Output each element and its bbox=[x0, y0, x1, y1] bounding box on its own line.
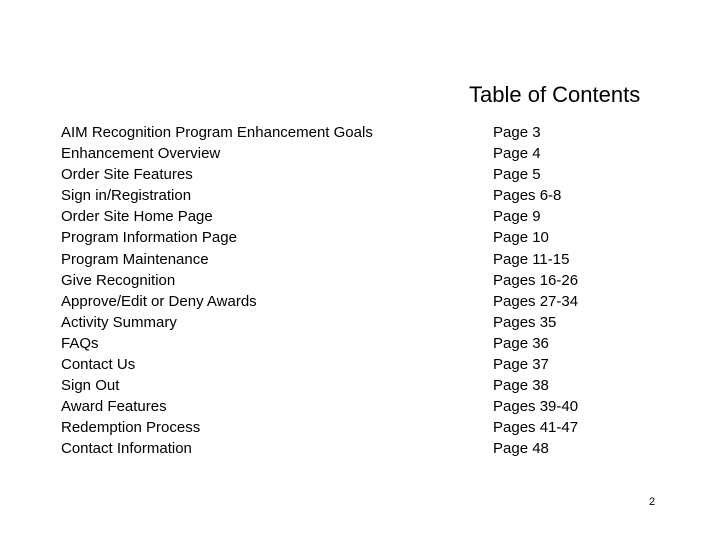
toc-pages: Pages 16-26 bbox=[493, 271, 579, 289]
toc-pages: Page 37 bbox=[493, 356, 549, 374]
toc-section: Contact Us bbox=[61, 356, 136, 374]
toc-pages: Page 9 bbox=[493, 208, 541, 226]
toc-section: Contact Information bbox=[61, 440, 192, 458]
toc-pages: Page 5 bbox=[493, 166, 541, 184]
toc-section: Sign in/Registration bbox=[61, 187, 192, 205]
toc-section: AIM Recognition Program Enhancement Goals bbox=[61, 124, 373, 141]
toc-section: Activity Summary bbox=[61, 313, 177, 331]
toc-pages: Page 10 bbox=[493, 229, 549, 247]
toc-section-list bbox=[61, 122, 373, 460]
toc-section: Order Site Home Page bbox=[61, 208, 213, 226]
toc-page-list bbox=[493, 122, 578, 460]
toc-section: Program Maintenance bbox=[61, 250, 209, 268]
toc-pages: Pages 39-40 bbox=[493, 398, 579, 416]
toc-section: FAQs bbox=[61, 334, 99, 352]
toc-pages: Pages 35 bbox=[493, 313, 557, 331]
toc-pages: Page 48 bbox=[493, 440, 549, 458]
toc-pages: Pages 27-34 bbox=[493, 292, 579, 310]
toc-section: Redemption Process bbox=[61, 419, 201, 437]
toc-section: Enhancement Overview bbox=[61, 145, 221, 163]
toc-pages: Page 3 bbox=[493, 124, 541, 141]
toc-section: Give Recognition bbox=[61, 271, 176, 289]
toc-pages: Page 11-15 bbox=[493, 250, 570, 268]
toc-pages: Page 4 bbox=[493, 145, 541, 163]
page-number: 2 bbox=[649, 496, 656, 508]
page-title: Table of Contents bbox=[469, 82, 641, 107]
toc-pages: Pages 41-47 bbox=[493, 419, 579, 437]
toc-section: Sign Out bbox=[61, 377, 120, 395]
toc-pages: Pages 6-8 bbox=[493, 187, 562, 205]
toc-pages: Page 38 bbox=[493, 377, 549, 395]
toc-section: Approve/Edit or Deny Awards bbox=[61, 292, 257, 310]
toc-pages: Page 36 bbox=[493, 334, 549, 352]
toc-section: Award Features bbox=[61, 398, 167, 416]
toc-section: Program Information Page bbox=[61, 229, 237, 247]
toc-section: Order Site Features bbox=[61, 166, 193, 184]
